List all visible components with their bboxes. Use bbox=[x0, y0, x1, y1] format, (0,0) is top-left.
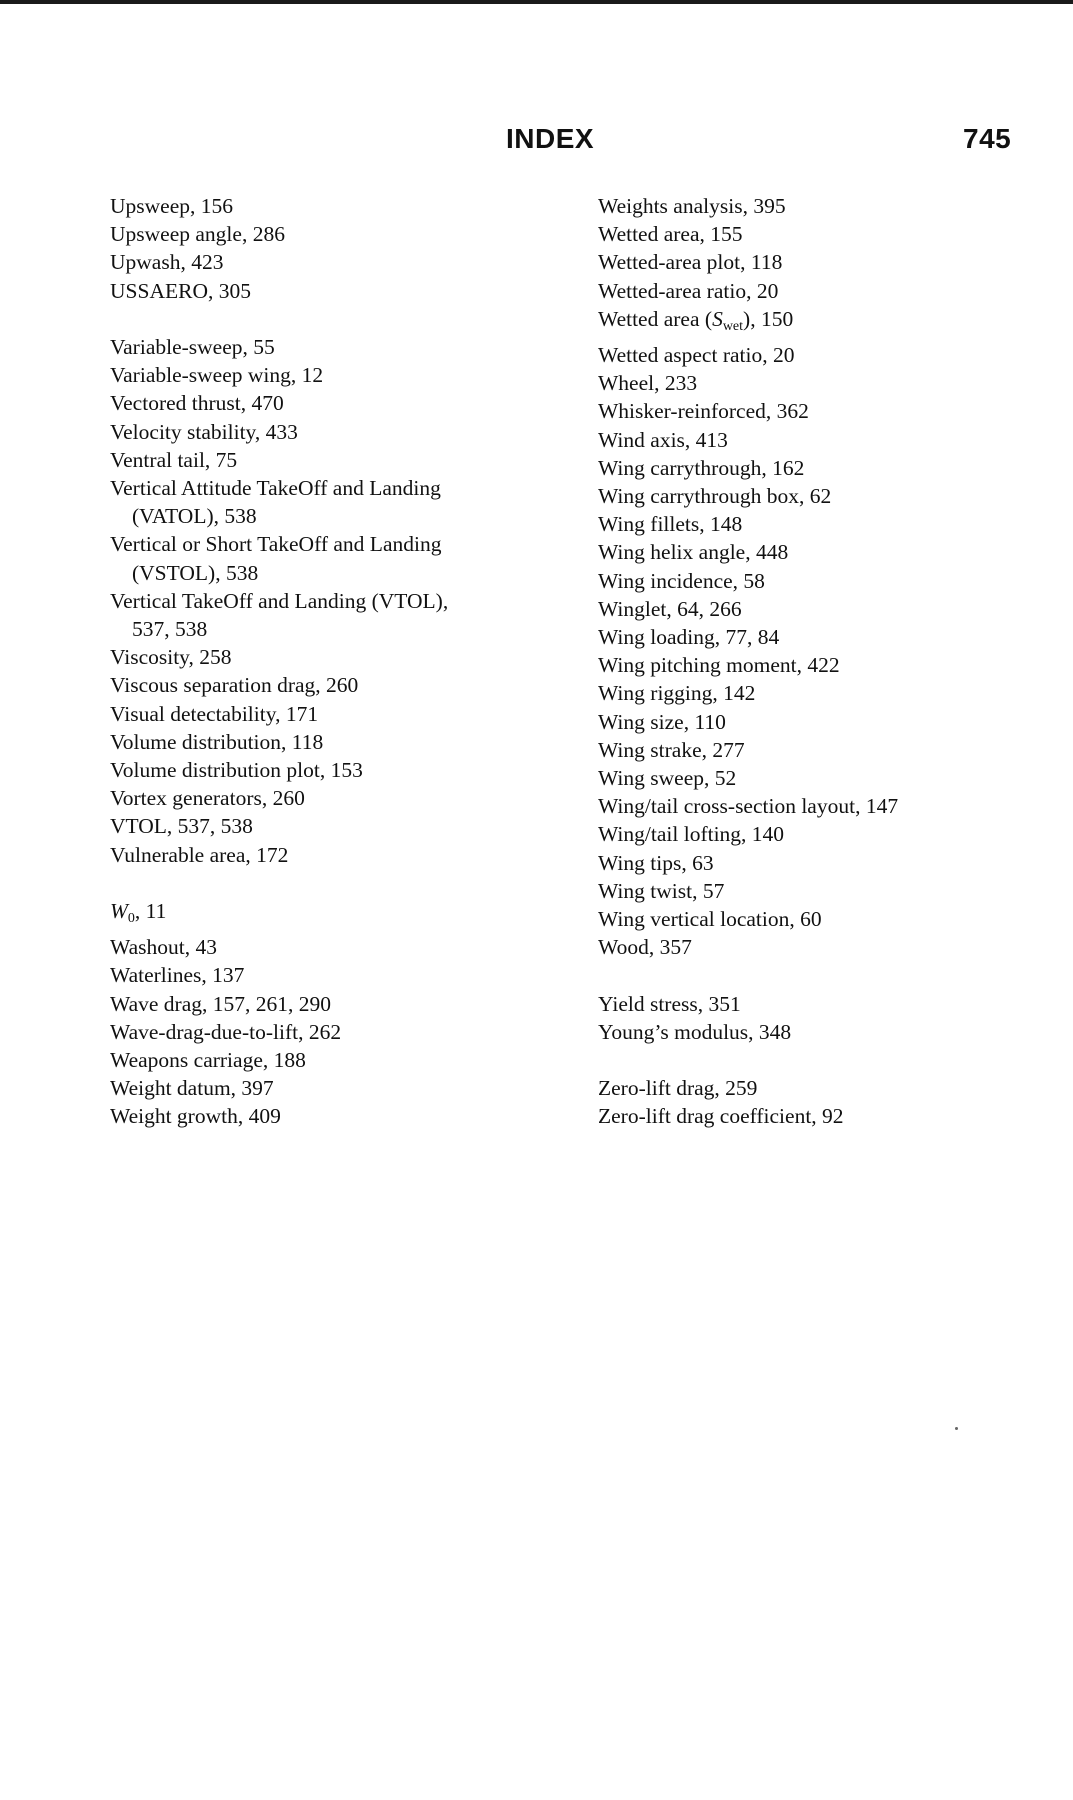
index-entry: Wing helix angle, 448 bbox=[598, 540, 789, 565]
index-entry: Wing/tail lofting, 140 bbox=[598, 822, 785, 847]
swet-prefix: Wetted area ( bbox=[598, 306, 713, 331]
index-entry: Wetted-area plot, 118 bbox=[598, 250, 783, 275]
index-entry: Zero-lift drag, 259 bbox=[598, 1076, 758, 1101]
index-group-z bbox=[598, 1074, 1058, 1130]
index-entry: Vortex generators, 260 bbox=[110, 786, 305, 811]
swet-suffix: ), 150 bbox=[743, 306, 794, 331]
index-entry: Waterlines, 137 bbox=[110, 963, 245, 988]
entry-continuation: (VATOL), 538 bbox=[132, 504, 257, 529]
index-entry: Weights analysis, 395 bbox=[598, 194, 786, 218]
index-entry: Upsweep angle, 286 bbox=[110, 222, 285, 247]
index-entry: Whisker-reinforced, 362 bbox=[598, 399, 809, 424]
index-entry: Wing strake, 277 bbox=[598, 737, 745, 762]
index-column-right bbox=[598, 192, 1058, 1159]
index-group-y bbox=[598, 990, 1058, 1046]
index-entry: Wetted-area ratio, 20 bbox=[598, 278, 779, 303]
index-entry: Vectored thrust, 470 bbox=[110, 391, 284, 416]
index-entry: Wing tips, 63 bbox=[598, 850, 714, 875]
index-entry: Wing sweep, 52 bbox=[598, 766, 737, 791]
index-entry: Wetted area, 155 bbox=[598, 222, 743, 247]
index-entry: Ventral tail, 75 bbox=[110, 447, 238, 472]
index-entry: Volume distribution plot, 153 bbox=[110, 758, 363, 783]
index-entry: Weapons carriage, 188 bbox=[110, 1048, 306, 1073]
entry-line: Vertical TakeOff and Landing (VTOL), bbox=[110, 588, 449, 613]
index-entry: Young’s modulus, 348 bbox=[598, 1019, 792, 1044]
index-entry: Wing pitching moment, 422 bbox=[598, 653, 840, 678]
index-entry: Wing loading, 77, 84 bbox=[598, 625, 780, 650]
index-entry: Zero-lift drag coefficient, 92 bbox=[598, 1104, 844, 1129]
index-entry-w0 bbox=[110, 897, 570, 933]
index-entry: Weight growth, 409 bbox=[110, 1104, 281, 1129]
entry-line: Vertical Attitude TakeOff and Landing bbox=[110, 476, 441, 501]
index-entry: Wing/tail cross-section layout, 147 bbox=[598, 794, 899, 819]
swet-subscript: wet bbox=[722, 318, 744, 334]
index-entry: Wing carrythrough, 162 bbox=[598, 455, 805, 480]
index-entry: Variable-sweep, 55 bbox=[110, 335, 275, 359]
index-entry: Viscosity, 258 bbox=[110, 645, 232, 670]
index-entry: Wing rigging, 142 bbox=[598, 681, 756, 706]
scan-speck bbox=[955, 1427, 958, 1430]
index-entry: Wave drag, 157, 261, 290 bbox=[110, 991, 331, 1016]
index-group-w-left bbox=[110, 897, 570, 1131]
index-entry: Wing twist, 57 bbox=[598, 878, 725, 903]
index-entry: Viscous separation drag, 260 bbox=[110, 673, 359, 698]
index-entry: USSAERO, 305 bbox=[110, 278, 251, 303]
index-entry: Winglet, 64, 266 bbox=[598, 596, 742, 621]
index-entry: Wind axis, 413 bbox=[598, 427, 728, 452]
index-entry: Wood, 357 bbox=[598, 935, 692, 960]
index-entry: Wheel, 233 bbox=[598, 371, 698, 396]
entry-continuation: (VSTOL), 538 bbox=[132, 560, 259, 585]
index-group-u bbox=[110, 192, 570, 305]
index-entry-multiline bbox=[110, 474, 570, 530]
index-entry: Wing size, 110 bbox=[598, 709, 726, 734]
index-entry-swet bbox=[598, 305, 1058, 341]
index-entry: Yield stress, 351 bbox=[598, 991, 741, 1016]
index-entry: Volume distribution, 118 bbox=[110, 729, 324, 754]
entry-continuation: 537, 538 bbox=[132, 617, 208, 642]
w0-subscript: 0 bbox=[127, 911, 135, 927]
index-entry-multiline bbox=[110, 530, 570, 586]
running-head-title: INDEX bbox=[506, 123, 595, 154]
index-entry: Upwash, 423 bbox=[110, 250, 224, 275]
top-rule bbox=[0, 0, 1073, 4]
index-entry: Wing fillets, 148 bbox=[598, 512, 743, 537]
index-entry: Wing incidence, 58 bbox=[598, 568, 765, 593]
swet-symbol: S bbox=[712, 306, 723, 331]
index-group-v bbox=[110, 333, 570, 869]
entry-line: Vertical or Short TakeOff and Landing bbox=[110, 532, 442, 557]
index-entry: Upsweep, 156 bbox=[110, 194, 234, 218]
index-entry: Vulnerable area, 172 bbox=[110, 842, 289, 867]
w0-symbol: W bbox=[110, 899, 128, 924]
index-entry: Variable-sweep wing, 12 bbox=[110, 363, 324, 388]
index-entry: VTOL, 537, 538 bbox=[110, 814, 253, 839]
index-entry: Wing vertical location, 60 bbox=[598, 907, 822, 932]
index-entry: Wing carrythrough box, 62 bbox=[598, 484, 832, 509]
index-entry-multiline bbox=[110, 587, 570, 643]
w0-pages: , 11 bbox=[134, 899, 167, 924]
index-entry: Washout, 43 bbox=[110, 935, 217, 960]
index-group-w-right bbox=[598, 192, 1058, 961]
index-entry: Wave-drag-due-to-lift, 262 bbox=[110, 1019, 342, 1044]
page-number: 745 bbox=[963, 123, 1012, 154]
index-entry: Visual detectability, 171 bbox=[110, 701, 319, 726]
index-entry: Weight datum, 397 bbox=[110, 1076, 274, 1101]
index-entry: Wetted aspect ratio, 20 bbox=[598, 343, 795, 368]
index-entry: Velocity stability, 433 bbox=[110, 419, 298, 444]
index-column-left bbox=[110, 192, 570, 1159]
